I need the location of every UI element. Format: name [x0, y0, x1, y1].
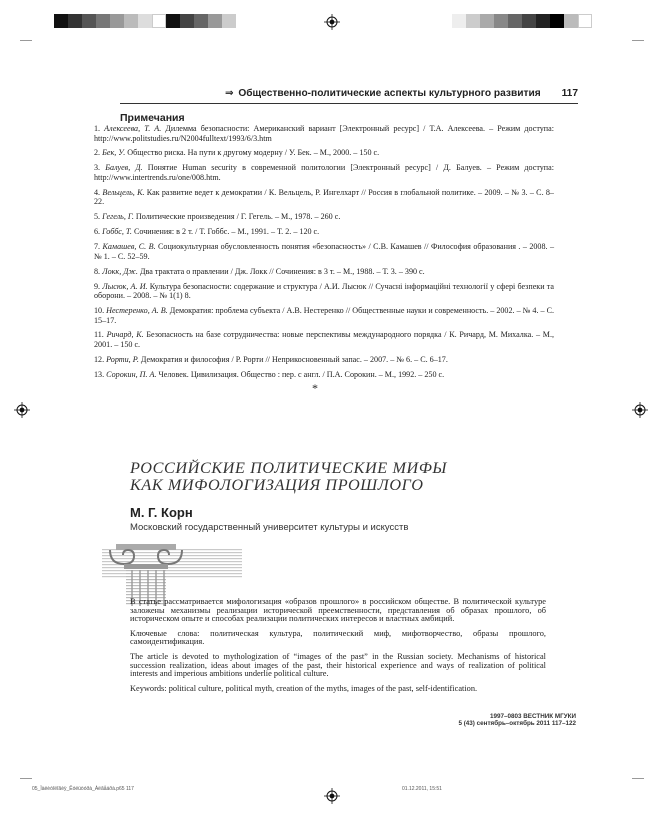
- note-number: 2.: [94, 148, 101, 158]
- crop-mark: [20, 778, 32, 779]
- print-bar: [82, 14, 96, 28]
- note-item: [94, 227, 554, 237]
- print-bar: [550, 14, 564, 28]
- notes-list: [94, 124, 554, 385]
- header-rule: [120, 103, 578, 104]
- print-bar: [452, 14, 466, 28]
- note-text: Дилемма безопасности: Американский вариант [Электронный ресурс] / Т.А. Алексеева. – Режим доступа: http://www.politstudies.ru/N2004fulltext/1993/6/3.htm: [94, 124, 554, 143]
- note-text: Как развитие ведет к демократии / К. Вельцель, Р. Ингелхарт // Россия в глобальной политике. – 2009. – № 3. – С. 8–22.: [94, 187, 554, 207]
- note-number: 1.: [94, 124, 101, 133]
- note-text: Два трактата о правлении / Дж. Локк // Сочинения: в 3 т. – М., 1988. – Т. 3. – 390 с.: [137, 266, 425, 276]
- print-bar: [138, 14, 152, 28]
- note-item: [94, 212, 554, 222]
- print-bar: [110, 14, 124, 28]
- note-item: [94, 267, 554, 277]
- journal-info: [380, 713, 576, 728]
- note-item: [94, 242, 554, 261]
- print-bar: [578, 14, 592, 28]
- print-bar: [522, 14, 536, 28]
- registration-mark-icon: [632, 402, 648, 418]
- note-number: 10.: [94, 305, 105, 315]
- note-author: Вельцель, К.: [102, 187, 145, 197]
- footer-datetime: 01.12.2011, 15:51: [402, 786, 442, 792]
- note-item: [94, 124, 554, 143]
- note-item: [94, 355, 554, 365]
- note-text: Сочинения: в 2 т. / Т. Гоббс. – М., 1991. – Т. 2. – 120 с.: [131, 227, 320, 237]
- print-bar: [222, 14, 236, 28]
- crop-mark: [632, 778, 644, 779]
- note-number: 12.: [94, 354, 105, 364]
- note-author: Балуев, Д.: [105, 163, 143, 173]
- note-item: [94, 188, 554, 207]
- note-text: Политические произведения / Г. Гегель. – М., 1978. – 260 с.: [133, 212, 341, 222]
- separator-star: *: [312, 381, 318, 395]
- print-bar: [124, 14, 138, 28]
- note-number: 5.: [94, 212, 101, 222]
- note-number: 4.: [94, 187, 101, 197]
- abstract-en: The article is devoted to mythologization of “images of the past” in the Russian society. Mechanisms of historical succession realization, ideas about images of the past, their historical experience and ways of realization of political interests and imperious ambitions underlie political culture.: [130, 651, 546, 679]
- note-author: Нестеренко, А. В.: [106, 305, 168, 315]
- note-text: Демократия: проблема субъекта / А.В. Нестеренко // Общественные науки и современность. – 2002. – № 4. – С. 15–17.: [94, 305, 555, 325]
- print-bar: [54, 14, 68, 28]
- note-text: Человек. Цивилизация. Общество : пер. с англ. / П.А. Сорокин. – М., 1992. – 250 с.: [156, 369, 445, 379]
- note-author: Гоббс, Т.: [102, 227, 132, 237]
- print-bar: [208, 14, 222, 28]
- note-number: 7.: [94, 242, 101, 252]
- note-author: Сорокин, П. А.: [106, 369, 157, 379]
- note-author: Локк, Дж.: [102, 266, 138, 276]
- print-bar: [180, 14, 194, 28]
- print-bar: [564, 14, 578, 28]
- keywords-en: Keywords: political culture, political myth, creation of the myths, images of the past, self-identification.: [130, 683, 478, 693]
- note-text: Общество риска. На пути к другому модерну / У. Бек. – М., 2000. – 150 с.: [125, 148, 380, 158]
- print-bar: [480, 14, 494, 28]
- crop-mark: [632, 40, 644, 41]
- registration-mark-icon: [14, 402, 30, 418]
- note-text: Безопасность на базе сотрудничества: новые перспективы международного порядка / К. Ричард, М. Михалка. – М., 2001. – 150 с.: [94, 330, 554, 350]
- journal-issn: 1997–0803 ВЕСТНИК МГУКИ: [489, 713, 576, 720]
- arrow-icon: ⇒: [224, 88, 234, 99]
- note-author: Ричард, К.: [106, 330, 144, 340]
- note-author: Гегель, Г.: [102, 212, 134, 222]
- note-text: Понятие Human security в современной политологии [Электронный ресурс] / Д. Балуев. – Режим доступа: http://www.intertrends.ru/one/008.htm.: [94, 163, 554, 182]
- note-number: 6.: [94, 227, 101, 237]
- registration-mark-icon: [324, 14, 340, 30]
- abstract-ru: В статье рассматривается мифологизация «образов прошлого» в российском обществе. В политической культуре заложены механизмы реализации исторической преемственности, представления об образах прошлого, об историческом опыте и способах реализации политических интересов и властных амбиций.: [130, 597, 546, 624]
- abstract-block: [130, 598, 546, 699]
- note-number: 11.: [94, 330, 104, 340]
- print-bar: [152, 14, 166, 28]
- footer-file: 05_Ïàëèòîëîãèÿ_Êóëüòóðà_Àëãåáðà.p65 117: [32, 786, 134, 792]
- print-bar: [194, 14, 208, 28]
- print-bar: [536, 14, 550, 28]
- note-item: [94, 148, 554, 158]
- running-header: [120, 88, 578, 102]
- note-author: Рорти, Р.: [106, 354, 139, 364]
- article-title: [130, 460, 550, 493]
- section-title: Общественно-политические аспекты культурного развития: [238, 88, 541, 99]
- page-number: 117: [561, 88, 578, 99]
- author-affiliation: Московский государственный университет культуры и искусств: [130, 522, 409, 533]
- registration-mark-icon: [324, 788, 340, 804]
- note-item: [94, 282, 554, 301]
- note-author: Лысюк, А. И.: [102, 281, 148, 291]
- note-text: Демократия и философия / Р. Рорти // Неприкосновенный запас. – 2007. – № 6. – С. 6–17.: [138, 354, 448, 364]
- note-item: [94, 163, 554, 182]
- note-text: Культура безопасности: содержание и структура / А.И. Лысюк // Сучасні інформаційні технології у сфері безпеки та оборони. – 2008. – № 1(1) 8.: [94, 281, 554, 301]
- note-number: 8.: [94, 266, 101, 276]
- crop-mark: [20, 40, 32, 41]
- note-author: Алексеева, Т. А.: [104, 124, 162, 133]
- print-bar: [508, 14, 522, 28]
- article-title-line: КАК МИФОЛОГИЗАЦИЯ ПРОШЛОГО: [130, 475, 424, 494]
- note-author: Бек, У.: [102, 148, 126, 158]
- print-bar: [466, 14, 480, 28]
- print-bar: [96, 14, 110, 28]
- note-item: [94, 306, 554, 325]
- keywords-ru: Ключевые слова: политическая культура, политический миф, мифотворчество, образы прошлого, самоидентификация.: [130, 628, 546, 647]
- note-author: Камашев, С. В.: [102, 242, 156, 252]
- note-item: [94, 330, 554, 349]
- author-name: М. Г. Корн: [130, 505, 193, 520]
- note-item: [94, 370, 554, 380]
- print-bar: [166, 14, 180, 28]
- print-bar: [68, 14, 82, 28]
- note-number: 3.: [94, 163, 101, 173]
- note-number: 13.: [94, 369, 105, 379]
- journal-issue: 5 (43) сентябрь–октябрь 2011 117–122: [458, 720, 576, 728]
- article-title-line: РОССИЙСКИЕ ПОЛИТИЧЕСКИЕ МИФЫ: [130, 459, 448, 477]
- notes-title: Примечания: [120, 112, 185, 124]
- note-number: 9.: [94, 281, 101, 291]
- print-bar: [494, 14, 508, 28]
- note-text: Социокультурная обусловленность понятия «безопасность» / С.В. Камашев // Философия образования . – 2008. – № 1. – С. 52–59.: [94, 242, 554, 261]
